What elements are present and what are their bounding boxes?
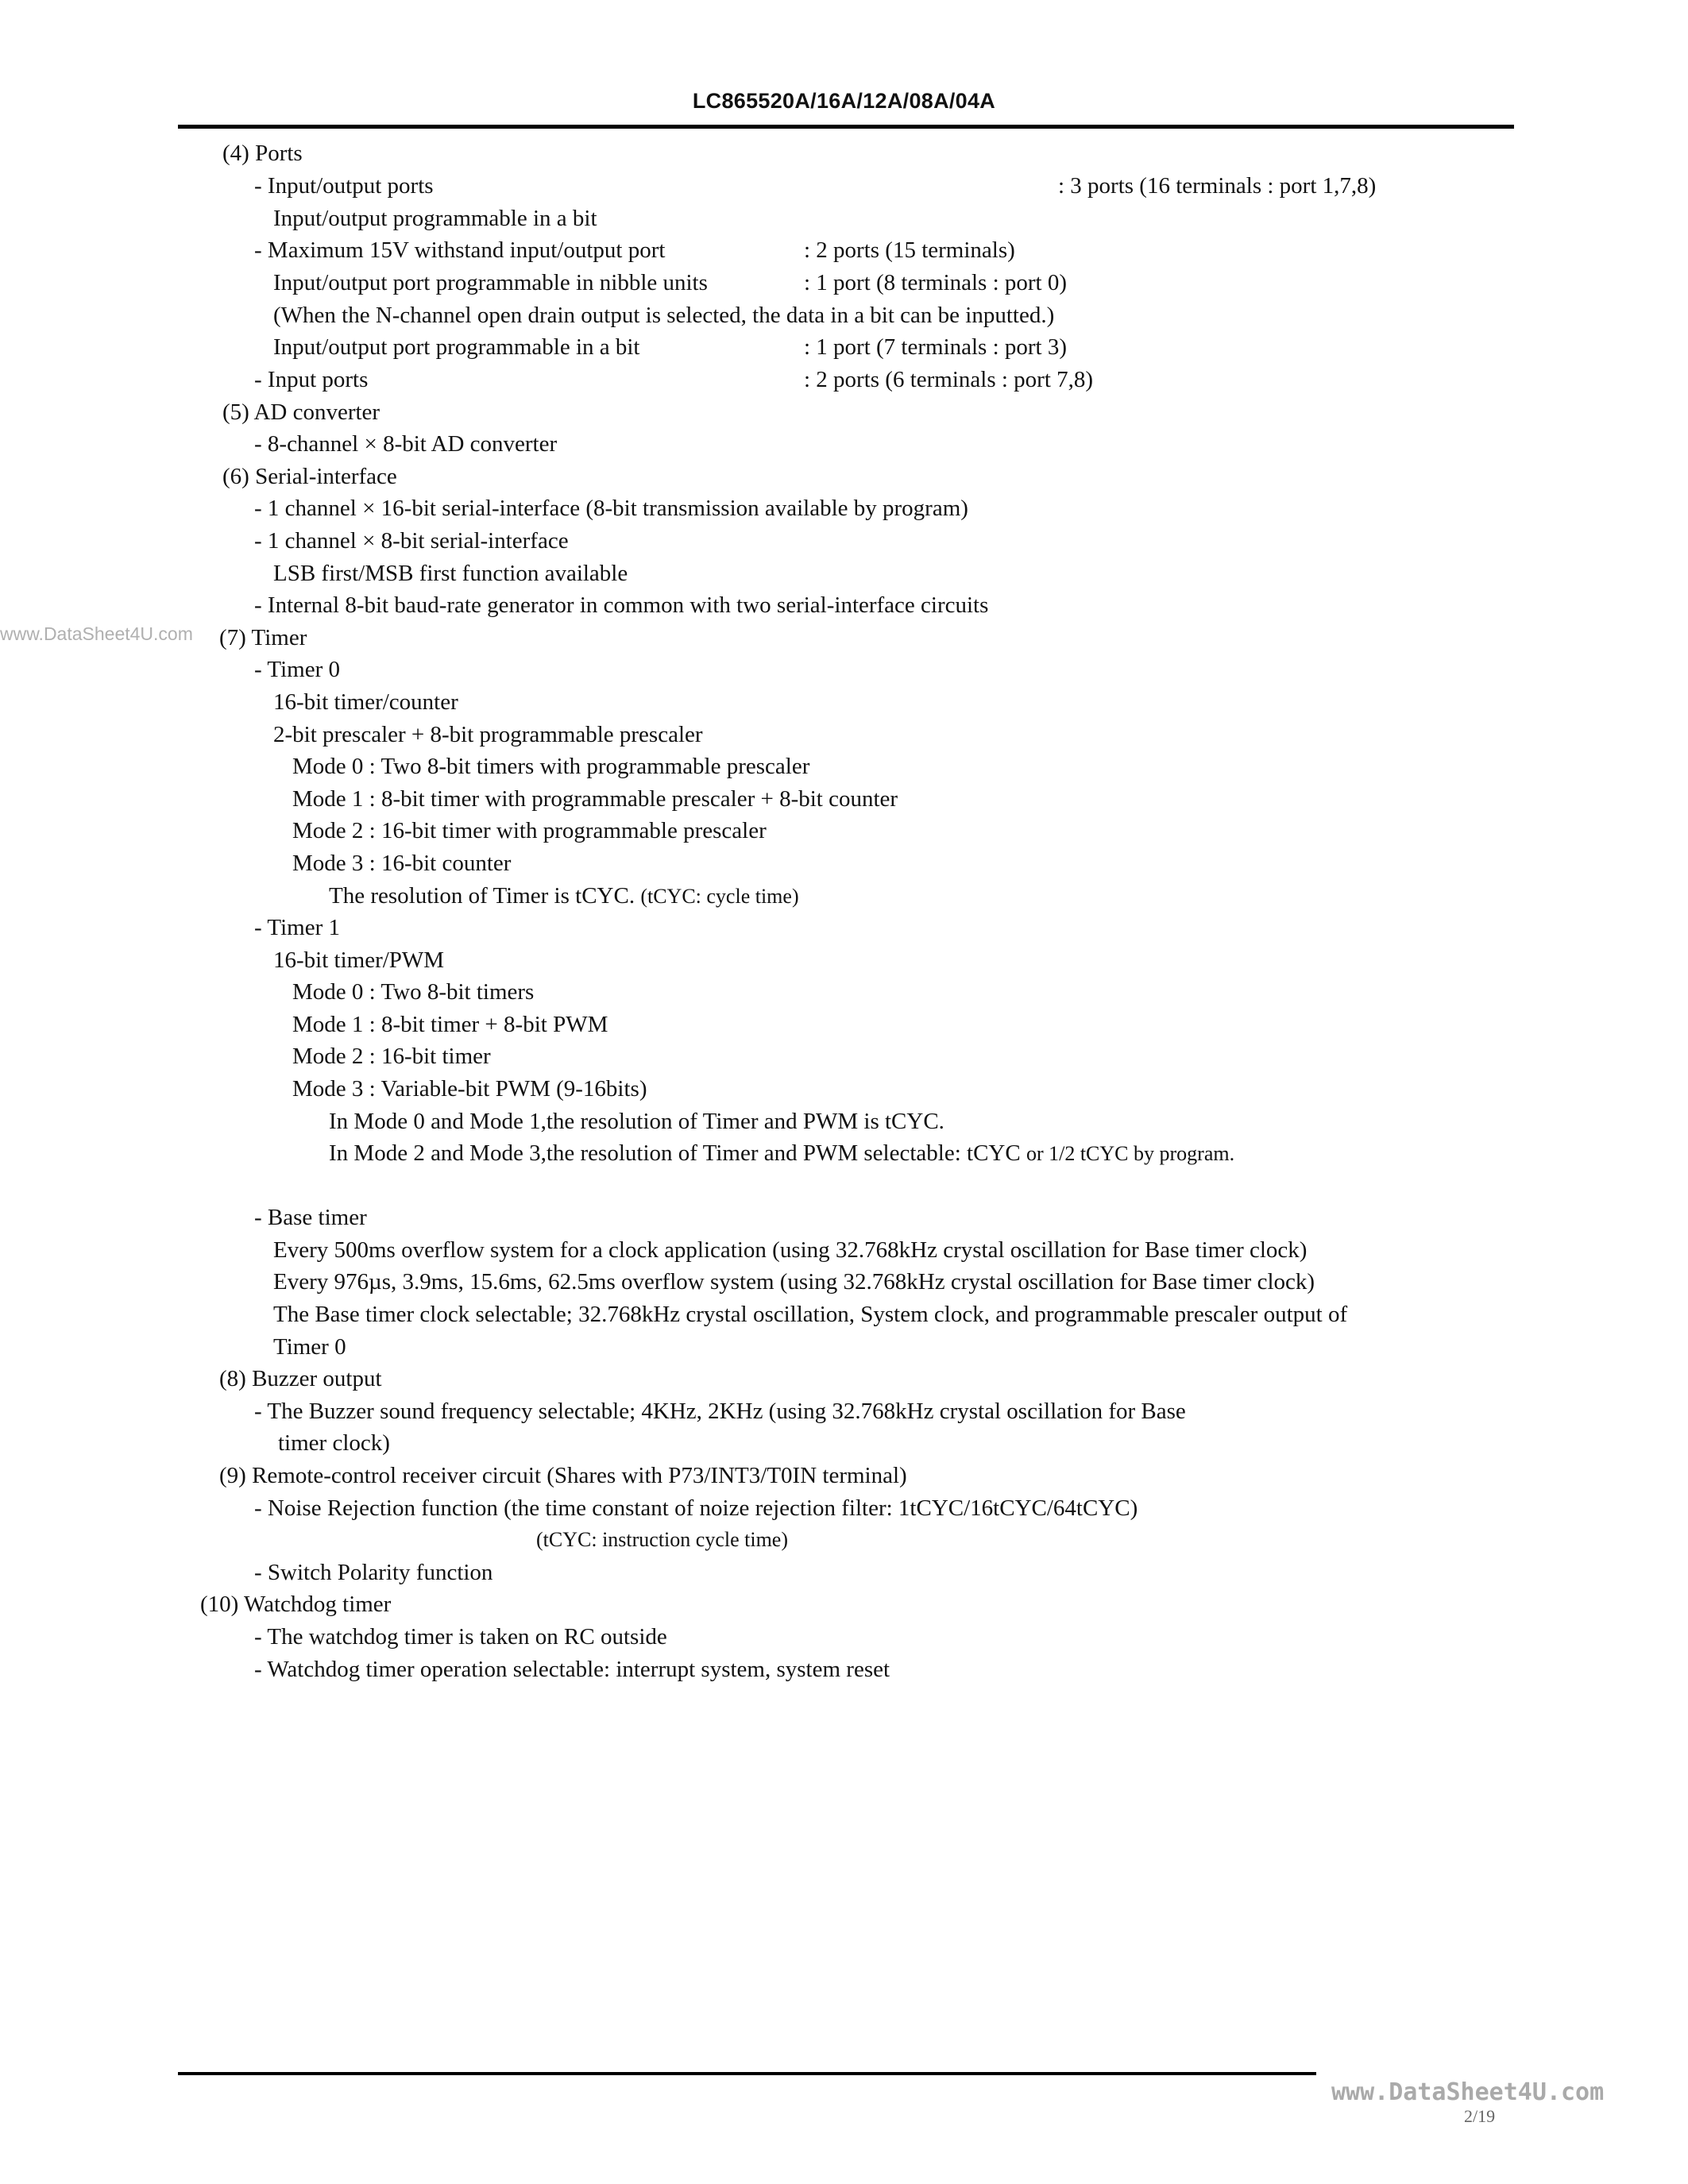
ports-heading: (4) Ports bbox=[222, 141, 303, 166]
timer0-title: - Timer 0 bbox=[254, 657, 340, 682]
buzzer-line-1: - The Buzzer sound frequency selectable; 4KHz, 2KHz (using 32.768kHz crystal oscillation for Base bbox=[254, 1399, 1186, 1424]
ports-bit-label: Input/output port programmable in a bit bbox=[273, 334, 640, 360]
ports-io-label: - Input/output ports bbox=[254, 173, 434, 199]
ports-input-value: : 2 ports (6 terminals : port 7,8) bbox=[804, 367, 1094, 392]
timer0-line-2: 2-bit prescaler + 8-bit programmable prescaler bbox=[273, 722, 703, 747]
buzzer-line-2: timer clock) bbox=[278, 1430, 390, 1456]
ports-max15v-label: - Maximum 15V withstand input/output port bbox=[254, 237, 666, 263]
ports-nibble-label: Input/output port programmable in nibble units bbox=[273, 270, 708, 295]
base-timer-line-2: Every 976µs, 3.9ms, 15.6ms, 62.5ms overflow system (using 32.768kHz crystal oscillation for Base timer clock) bbox=[273, 1269, 1315, 1295]
footer-rule bbox=[178, 2072, 1316, 2075]
remote-line-1: - Noise Rejection function (the time constant of noize rejection filter: 1tCYC/16tCYC/64tCYC) bbox=[254, 1495, 1138, 1521]
timer0-mode-0: Mode 0 : Two 8-bit timers with programmable prescaler bbox=[292, 754, 810, 779]
serial-item-2: - 1 channel × 8-bit serial-interface bbox=[254, 528, 569, 554]
ports-io-row bbox=[254, 172, 1377, 199]
base-timer-line-3: The Base timer clock selectable; 32.768kHz crystal oscillation, System clock, and programmable prescaler output of bbox=[273, 1302, 1348, 1327]
ports-input-row bbox=[254, 366, 1094, 393]
ports-nibble-row bbox=[273, 269, 1068, 296]
serial-item-3: - Internal 8-bit baud-rate generator in common with two serial-interface circuits bbox=[254, 592, 989, 618]
base-timer-line-4: Timer 0 bbox=[273, 1334, 346, 1360]
watchdog-line-1: - The watchdog timer is taken on RC outside bbox=[254, 1624, 667, 1650]
timer1-resolution-2-note: or 1/2 tCYC by program. bbox=[1026, 1142, 1235, 1165]
remote-line-3: - Switch Polarity function bbox=[254, 1560, 493, 1585]
timer0-resolution-main: The resolution of Timer is tCYC. bbox=[329, 883, 635, 909]
timer1-mode-2: Mode 2 : 16-bit timer bbox=[292, 1044, 491, 1069]
timer0-mode-2: Mode 2 : 16-bit timer with programmable prescaler bbox=[292, 818, 767, 843]
ports-bit-row bbox=[273, 334, 1068, 361]
serial-item-2-sub: LSB first/MSB first function available bbox=[273, 561, 628, 586]
watchdog-line-2: - Watchdog timer operation selectable: interrupt system, system reset bbox=[254, 1657, 890, 1682]
ports-io-value: : 3 ports (16 terminals : port 1,7,8) bbox=[1058, 173, 1377, 199]
ports-max15v-row bbox=[254, 237, 1015, 264]
serial-heading: (6) Serial-interface bbox=[222, 464, 397, 489]
timer0-mode-1: Mode 1 : 8-bit timer with programmable prescaler + 8-bit counter bbox=[292, 786, 898, 812]
timer0-mode-3: Mode 3 : 16-bit counter bbox=[292, 851, 512, 876]
timer-heading: (7) Timer bbox=[219, 625, 307, 650]
timer1-mode-1: Mode 1 : 8-bit timer + 8-bit PWM bbox=[292, 1012, 608, 1037]
side-watermark: www.DataSheet4U.com bbox=[0, 623, 193, 644]
base-timer-line-1: Every 500ms overflow system for a clock application (using 32.768kHz crystal oscillation for Base timer clock) bbox=[273, 1237, 1308, 1263]
ports-input-label: - Input ports bbox=[254, 367, 369, 392]
ports-nchannel-note: (When the N-channel open drain output is selected, the data in a bit can be inputted.) bbox=[273, 303, 1055, 328]
ports-bit-value: : 1 port (7 terminals : port 3) bbox=[804, 334, 1068, 360]
ad-item: - 8-channel × 8-bit AD converter bbox=[254, 431, 558, 457]
page-number: 2/19 bbox=[1464, 2106, 1496, 2126]
base-timer-title: - Base timer bbox=[254, 1205, 367, 1230]
watchdog-heading: (10) Watchdog timer bbox=[200, 1592, 392, 1617]
ports-nibble-value: : 1 port (8 terminals : port 0) bbox=[804, 270, 1068, 295]
timer1-mode-0: Mode 0 : Two 8-bit timers bbox=[292, 979, 535, 1005]
remote-heading: (9) Remote-control receiver circuit (Shares with P73/INT3/T0IN terminal) bbox=[219, 1463, 907, 1488]
timer1-title: - Timer 1 bbox=[254, 915, 340, 940]
timer0-line-1: 16-bit timer/counter bbox=[273, 689, 458, 715]
timer0-resolution bbox=[329, 882, 799, 909]
timer1-resolution-1: In Mode 0 and Mode 1,the resolution of Timer and PWM is tCYC. bbox=[329, 1109, 944, 1134]
timer1-mode-3: Mode 3 : Variable-bit PWM (9-16bits) bbox=[292, 1076, 647, 1102]
document-title: LC865520A/16A/12A/08A/04A bbox=[692, 89, 996, 113]
timer1-resolution-2-main: In Mode 2 and Mode 3,the resolution of Timer and PWM selectable: tCYC bbox=[329, 1140, 1021, 1166]
ad-heading: (5) AD converter bbox=[222, 399, 380, 425]
timer1-resolution-2 bbox=[329, 1140, 1234, 1167]
ports-max15v-value: : 2 ports (15 terminals) bbox=[804, 237, 1015, 263]
timer0-resolution-note: (tCYC: cycle time) bbox=[640, 885, 799, 908]
remote-line-2: (tCYC: instruction cycle time) bbox=[536, 1528, 788, 1551]
timer1-line-1: 16-bit timer/PWM bbox=[273, 947, 445, 973]
buzzer-heading: (8) Buzzer output bbox=[219, 1366, 382, 1391]
footer-watermark: www.DataSheet4U.com bbox=[1331, 2078, 1605, 2106]
ports-io-sub: Input/output programmable in a bit bbox=[273, 206, 597, 231]
serial-item-1: - 1 channel × 16-bit serial-interface (8-bit transmission available by program) bbox=[254, 496, 968, 521]
header-rule bbox=[178, 125, 1514, 129]
